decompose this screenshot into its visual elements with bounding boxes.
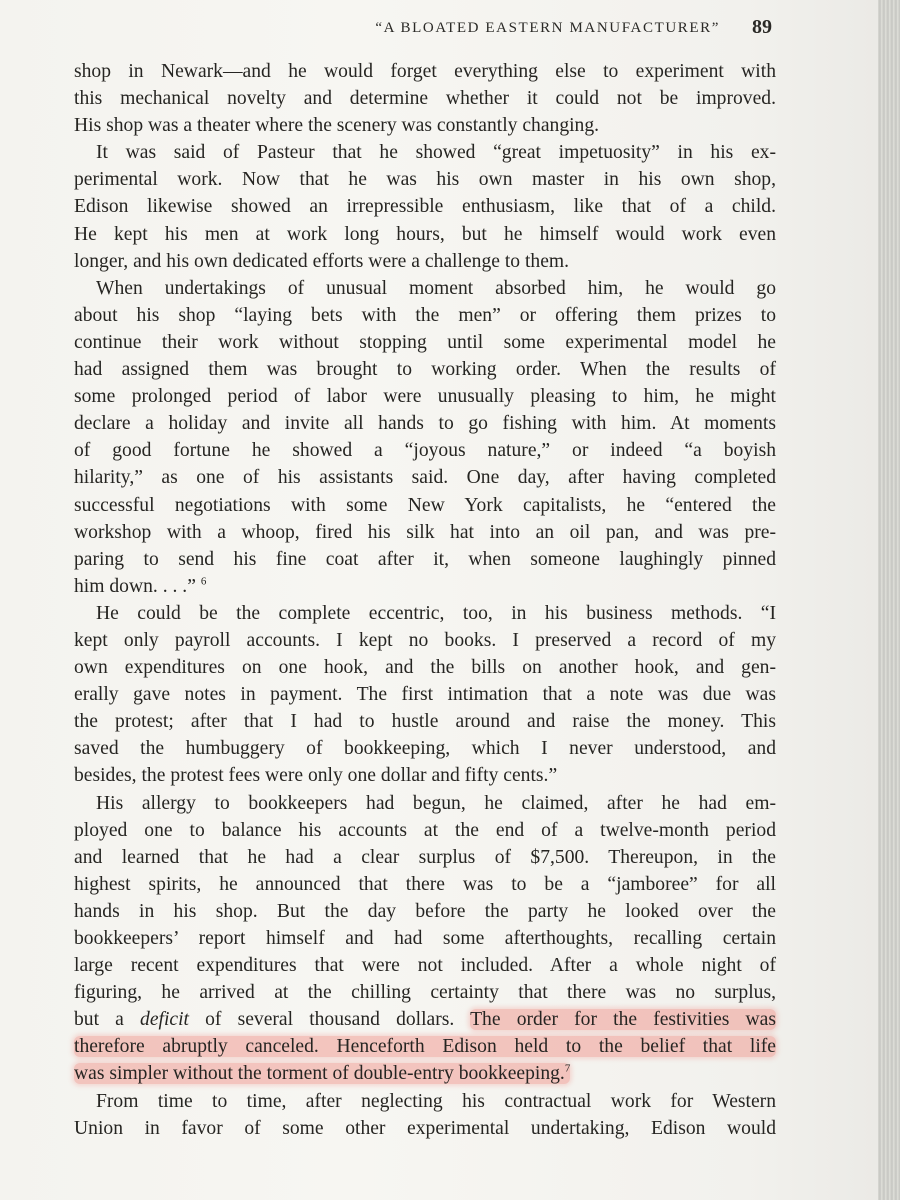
text-segment: but a xyxy=(74,1009,124,1031)
text-line: He could be the complete eccentric, too, in his business methods. “I xyxy=(96,602,776,624)
text-line: He kept his men at work long hours, but he himself would work even xyxy=(74,223,776,245)
text-line xyxy=(74,1033,776,1060)
text-line: declare a holiday and invite all hands to go fishing with him. At moments xyxy=(74,413,776,435)
text-line: the protest; after that I had to hustle around and raise the money. This xyxy=(74,711,776,733)
text-line: From time to time, after neglecting his contractual work for Western xyxy=(96,1090,776,1112)
text-line: of good fortune he showed a “joyous nature,” or indeed “a boyish xyxy=(74,440,776,462)
text-line xyxy=(74,573,776,600)
highlighted-text: The order for the festivities was xyxy=(470,1009,776,1031)
highlighted-text: therefore abruptly canceled. Henceforth Edison held to the belief that life xyxy=(74,1036,776,1058)
text-line: paring to send his fine coat after it, when someone laughingly pinned xyxy=(74,548,776,570)
text-line xyxy=(74,1060,776,1087)
text-line: workshop with a whoop, fired his silk hat into an oil pan, and was pre- xyxy=(74,521,776,543)
text-segment: of several thousand dollars. xyxy=(205,1009,455,1031)
emphasis-deficit: deficit xyxy=(140,1009,189,1031)
text-line: kept only payroll accounts. I kept no books. I preserved a record of my xyxy=(74,629,776,651)
text-line: some prolonged period of labor were unusually pleasing to him, he might xyxy=(74,386,776,408)
page-stack-edge xyxy=(878,0,900,1200)
text-line: own expenditures on one hook, and the bills on another hook, and gen- xyxy=(74,657,776,679)
footnote-ref-7: 7 xyxy=(564,1062,571,1075)
body-text xyxy=(74,58,776,1142)
text-line: saved the humbuggery of bookkeeping, which I never understood, and xyxy=(74,738,776,760)
footnote-ref-6: 6 xyxy=(200,575,207,588)
running-head: “A BLOATED EASTERN MANUFACTURER” xyxy=(375,20,720,36)
text-line xyxy=(74,1006,776,1033)
text-line: hilarity,” as one of his assistants said. One day, after having completed xyxy=(74,467,776,489)
text-line: this mechanical novelty and determine whether it could not be improved. xyxy=(74,88,776,110)
text-line: highest spirits, he announced that there was to be a “jamboree” for all xyxy=(74,873,776,895)
page-number: 89 xyxy=(752,16,772,38)
text-segment: him down. . . .” xyxy=(74,575,196,597)
text-line: ployed one to balance his accounts at the end of a twelve-month period xyxy=(74,819,776,841)
text-line: about his shop “laying bets with the men” or offering them prizes to xyxy=(74,304,776,326)
text-segment: was simpler without the torment of double-entry bookkeeping. xyxy=(74,1063,565,1085)
text-line: erally gave notes in payment. The first intimation that a note was due was xyxy=(74,684,776,706)
text-line: When undertakings of unusual moment absorbed him, he would go xyxy=(96,277,776,299)
text-line: hands in his shop. But the day before the party he looked over the xyxy=(74,900,776,922)
text-line: continue their work without stopping until some experimental model he xyxy=(74,331,776,353)
highlighted-text xyxy=(74,1063,570,1084)
text-line: Edison likewise showed an irrepressible enthusiasm, like that of a child. xyxy=(74,196,776,218)
text-line: besides, the protest fees were only one dollar and fifty cents.” xyxy=(74,765,558,787)
text-line: His allergy to bookkeepers had begun, he claimed, after he had em- xyxy=(96,792,776,814)
text-line: bookkeepers’ report himself and had some afterthoughts, recalling certain xyxy=(74,928,776,949)
text-line: longer, and his own dedicated efforts were a challenge to them. xyxy=(74,250,570,272)
text-line: His shop was a theater where the scenery was constantly changing. xyxy=(74,115,600,137)
text-line: large recent expenditures that were not included. After a whole night of xyxy=(74,955,776,977)
text-line: It was said of Pasteur that he showed “great impetuosity” in his ex- xyxy=(96,142,776,164)
page-header xyxy=(340,14,772,46)
text-line: had assigned them was brought to working order. When the results of xyxy=(74,359,776,381)
text-line: Union in favor of some other experimental undertaking, Edison would xyxy=(74,1117,776,1139)
text-line: figuring, he arrived at the chilling certainty that there was no surplus, xyxy=(74,982,776,1004)
text-line: successful negotiations with some New York capitalists, he “entered the xyxy=(74,494,776,516)
text-line: and learned that he had a clear surplus of $7,500. Thereupon, in the xyxy=(74,846,776,868)
text-line: shop in Newark—and he would forget everything else to experiment with xyxy=(74,61,776,82)
text-line: perimental work. Now that he was his own master in his own shop, xyxy=(74,169,776,191)
